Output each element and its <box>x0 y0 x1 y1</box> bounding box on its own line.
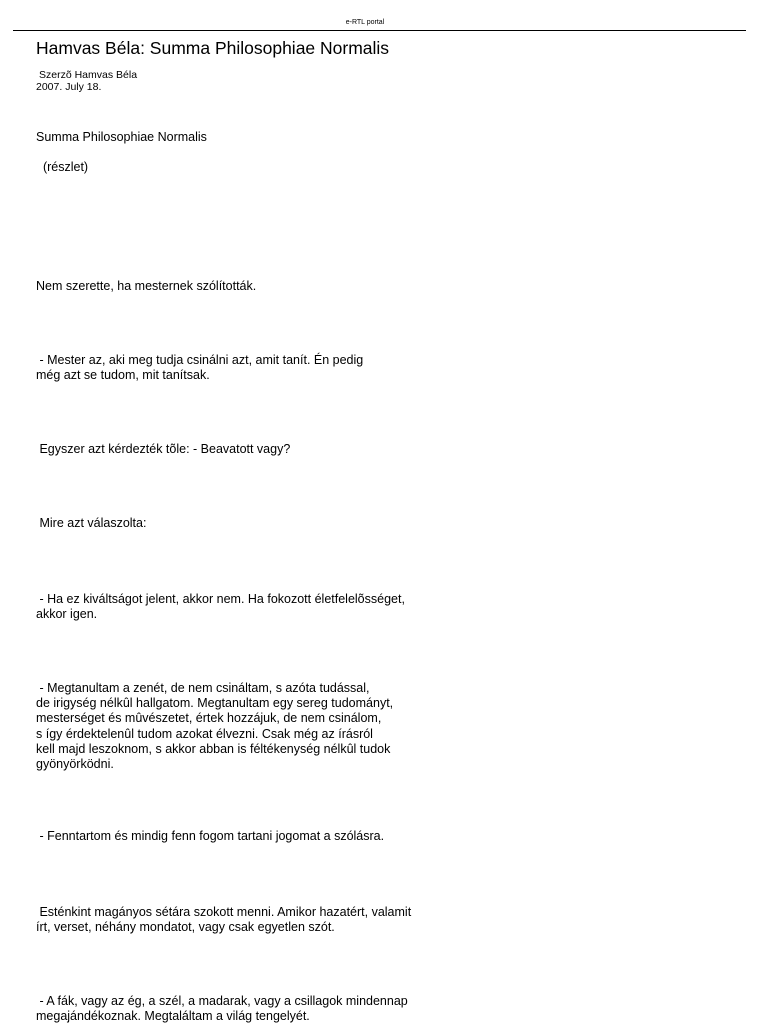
paragraph: - A fák, vagy az ég, a szél, a madarak, vagy a csillagok mindennap megajándékoznak. Megtaláltam a világ tengelyét. <box>36 994 408 1024</box>
body-subheading: (részlet) <box>36 160 89 174</box>
portal-header: e-RTL portal <box>345 19 385 26</box>
article-title: Hamvas Béla: Summa Philosophiae Normalis <box>36 38 390 58</box>
paragraph: Nem szerette, ha mesternek szólították. <box>36 279 257 293</box>
header-divider <box>13 30 746 31</box>
author-line: Szerzõ Hamvas Béla <box>39 69 138 81</box>
paragraph: Egyszer azt kérdezték tõle: - Beavatott vagy? <box>36 442 291 456</box>
paragraph: - Mester az, aki meg tudja csinálni azt, amit tanít. Én pedig még azt se tudom, mit tanítsak. <box>36 353 364 383</box>
paragraph: - Fenntartom és mindig fenn fogom tartani jogomat a szólásra. <box>36 829 385 843</box>
paragraph: - Megtanultam a zenét, de nem csináltam, s azóta tudással, de irigység nélkûl hallgatom. Megtanultam egy sereg tudományt, mesterséget és mûvészetet, értek hozzájuk, de nem csinálom, s így érdektelenûl tudom azokat élvezni. Csak még az írásról kell majd leszoknom, s akkor abban is féltékenység nélkûl tudok gyönyörködni. <box>36 681 394 772</box>
paragraph: Mire azt válaszolta: <box>36 516 147 530</box>
body-heading: Summa Philosophiae Normalis <box>36 130 207 144</box>
paragraph: - Ha ez kiváltságot jelent, akkor nem. Ha fokozott életfelelõsséget, akkor igen. <box>36 592 405 622</box>
publication-date: 2007. July 18. <box>36 81 102 93</box>
paragraph: Esténkint magányos sétára szokott menni. Amikor hazatért, valamit írt, verset, néhány mondatot, vagy csak egyetlen szót. <box>36 905 412 935</box>
